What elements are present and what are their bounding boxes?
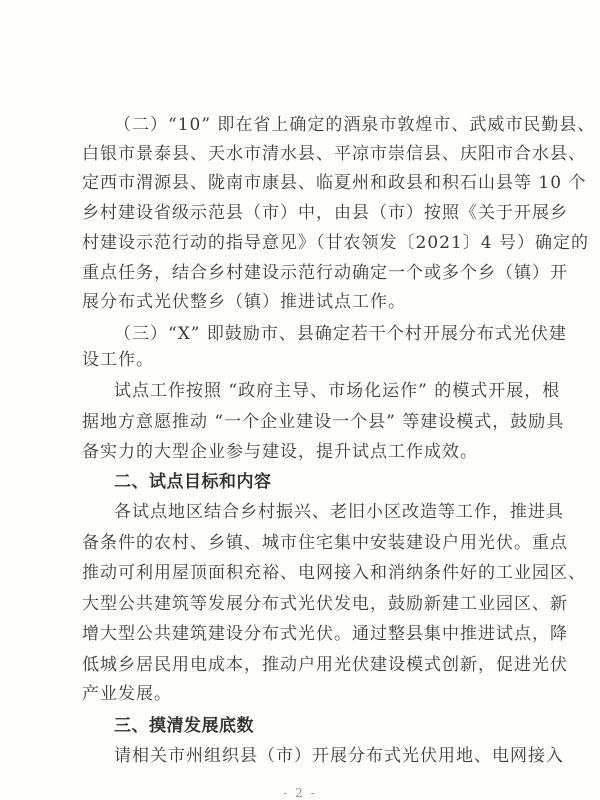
paragraph-3-line-1: （三）“X” 即鼓励市、县确定若干个村开展分布式光伏建	[114, 324, 567, 344]
paragraph-goals-line-1: 各试点地区结合乡村振兴、老旧小区改造等工作，推进具	[114, 502, 564, 522]
paragraph-2-line-5: 村建设示范行动的指导意见》（甘农领发〔2021〕4 号）确定的	[82, 233, 589, 253]
paragraph-baseline-line-1: 请相关市州组织县（市）开展分布式光伏用地、电网接入	[114, 746, 564, 766]
paragraph-2-line-2: 白银市景泰县、天水市清水县、平凉市崇信县、庆阳市合水县、	[82, 144, 586, 164]
paragraph-2-line-1: （二）“10” 即在省上确定的酒泉市敦煌市、武威市民勤县、	[114, 115, 596, 135]
paragraph-2-line-7: 展分布式光伏整乡（镇）推进试点工作。	[82, 292, 406, 312]
paragraph-pilot-line-2: 据地方意愿推动 “一个企业建设一个县” 等建设模式，鼓励具	[82, 412, 565, 432]
section-heading-baseline: 三、摸清发展底数	[114, 716, 254, 736]
paragraph-goals-line-7: 产业发展。	[82, 684, 172, 704]
section-heading-goals: 二、试点目标和内容	[114, 472, 272, 492]
paragraph-3-line-2: 设工作。	[82, 350, 154, 370]
paragraph-2-line-6: 重点任务，结合乡村建设示范行动确定一个或多个乡（镇）开	[82, 263, 568, 283]
paragraph-goals-line-3: 推动可利用屋顶面积充裕、电网接入和消纳条件好的工业园区、	[82, 563, 586, 583]
paragraph-2-line-3: 定西市渭源县、陇南市康县、临夏州和政县和积石山县等 10 个	[82, 173, 587, 193]
paragraph-goals-line-2: 备条件的农村、乡镇、城市住宅集中安装建设户用光伏。重点	[82, 533, 568, 553]
page-number: - 2 -	[283, 786, 317, 800]
paragraph-2-line-4: 乡村建设省级示范县（市）中，由县（市）按照《关于开展乡	[82, 203, 568, 223]
paragraph-goals-line-5: 增大型公共建筑建设分布式光伏。通过整县集中推进试点，降	[82, 624, 568, 644]
paragraph-goals-line-6: 低城乡居民用电成本，推动户用光伏建设模式创新，促进光伏	[82, 655, 568, 675]
paragraph-goals-line-4: 大型公共建筑等发展分布式光伏发电，鼓励新建工业园区、新	[82, 594, 568, 614]
paragraph-pilot-line-1: 试点工作按照 “政府主导、市场化运作” 的模式开展，根	[114, 381, 561, 401]
paragraph-pilot-line-3: 备实力的大型企业参与建设，提升试点工作成效。	[82, 442, 478, 462]
